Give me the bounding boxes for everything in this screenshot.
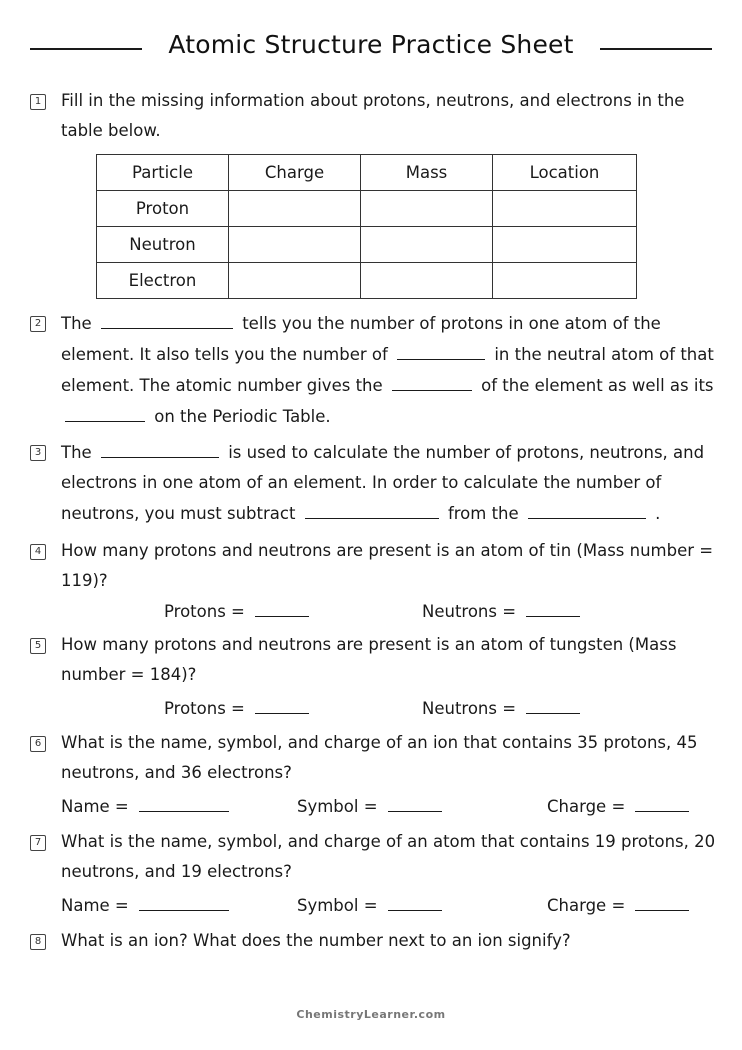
protons-answer xyxy=(164,693,313,721)
text-segment: The xyxy=(61,314,92,333)
protons-answer xyxy=(164,596,313,624)
question-7 xyxy=(30,827,720,887)
table-cell-blank[interactable] xyxy=(229,191,361,227)
question-number: 8 xyxy=(30,934,46,950)
table-cell-blank[interactable] xyxy=(361,227,493,263)
charge-answer xyxy=(547,791,693,819)
question-number: 3 xyxy=(30,445,46,461)
footer-brand: ChemistryLearner.com xyxy=(296,1008,446,1021)
answer-blank[interactable] xyxy=(392,370,472,391)
table-cell-blank[interactable] xyxy=(229,227,361,263)
charge-label: Charge = xyxy=(547,797,626,816)
symbol-answer xyxy=(297,890,446,918)
table-cell-blank[interactable] xyxy=(361,263,493,299)
charge-answer xyxy=(547,890,693,918)
table-header: Mass xyxy=(361,155,493,191)
question-number: 6 xyxy=(30,736,46,752)
text-segment: of the element as well as its xyxy=(481,376,714,395)
text-segment: is used to calculate the number of protons, neutrons, and electrons in one atom of an element. In order to calculate the number of neutrons, you must subtract xyxy=(61,443,705,523)
question-5 xyxy=(30,630,720,690)
protons-label: Protons = xyxy=(164,602,245,621)
answer-blank[interactable] xyxy=(65,401,145,422)
symbol-label: Symbol = xyxy=(297,896,378,915)
answer-blank[interactable] xyxy=(528,498,646,519)
name-label: Name = xyxy=(61,797,129,816)
question-1 xyxy=(30,86,720,146)
question-text: What is the name, symbol, and charge of an ion that contains 35 protons, 45 neutrons, and 36 electrons? xyxy=(61,733,698,782)
table-header: Location xyxy=(493,155,637,191)
table-header-row xyxy=(97,155,637,191)
question-text: Fill in the missing information about protons, neutrons, and electrons in the table below. xyxy=(61,91,685,140)
table-cell-blank[interactable] xyxy=(493,263,637,299)
text-segment: tells you the number of protons in one atom of the element. It also tells you the number of xyxy=(61,314,661,364)
table-row xyxy=(97,191,637,227)
question-8 xyxy=(30,926,720,956)
question-text xyxy=(61,437,720,529)
symbol-blank[interactable] xyxy=(388,791,442,812)
table-cell-particle: Electron xyxy=(97,263,229,299)
name-blank[interactable] xyxy=(139,791,229,812)
text-segment: on the Periodic Table. xyxy=(154,407,331,426)
title-rule-right xyxy=(600,48,712,50)
answer-blank[interactable] xyxy=(397,339,485,360)
title-row xyxy=(30,28,712,68)
text-segment: The xyxy=(61,443,92,462)
particle-table xyxy=(96,154,637,299)
question-text: How many protons and neutrons are present is an atom of tin (Mass number = 119)? xyxy=(61,541,714,590)
charge-blank[interactable] xyxy=(635,791,689,812)
protons-blank[interactable] xyxy=(255,693,309,714)
charge-blank[interactable] xyxy=(635,890,689,911)
question-2 xyxy=(30,308,720,432)
table-header: Particle xyxy=(97,155,229,191)
question-4 xyxy=(30,536,720,596)
name-answer xyxy=(61,890,233,918)
question-number: 2 xyxy=(30,316,46,332)
neutrons-blank[interactable] xyxy=(526,693,580,714)
question-number: 1 xyxy=(30,94,46,110)
question-number: 4 xyxy=(30,544,46,560)
text-segment: . xyxy=(655,504,661,523)
text-segment: in the neutral atom of that element. The atomic number gives the xyxy=(61,345,714,395)
neutrons-label: Neutrons = xyxy=(422,602,517,621)
neutrons-blank[interactable] xyxy=(526,596,580,617)
name-label: Name = xyxy=(61,896,129,915)
table-cell-particle: Neutron xyxy=(97,227,229,263)
answer-blank[interactable] xyxy=(101,308,233,329)
question-text: What is an ion? What does the number next to an ion signify? xyxy=(61,931,571,950)
protons-label: Protons = xyxy=(164,699,245,718)
table-cell-particle: Proton xyxy=(97,191,229,227)
question-number: 5 xyxy=(30,638,46,654)
answer-blank[interactable] xyxy=(101,437,219,458)
question-number: 7 xyxy=(30,835,46,851)
text-segment: from the xyxy=(447,504,519,523)
question-text xyxy=(61,308,720,432)
table-cell-blank[interactable] xyxy=(493,227,637,263)
question-text: How many protons and neutrons are present is an atom of tungsten (Mass number = 184)? xyxy=(61,635,677,684)
symbol-blank[interactable] xyxy=(388,890,442,911)
protons-blank[interactable] xyxy=(255,596,309,617)
table-row xyxy=(97,227,637,263)
table-cell-blank[interactable] xyxy=(361,191,493,227)
question-6 xyxy=(30,728,720,788)
symbol-label: Symbol = xyxy=(297,797,378,816)
question-text: What is the name, symbol, and charge of an atom that contains 19 protons, 20 neutrons, and 19 electrons? xyxy=(61,832,716,881)
table-cell-blank[interactable] xyxy=(229,263,361,299)
name-blank[interactable] xyxy=(139,890,229,911)
name-answer xyxy=(61,791,233,819)
table-header: Charge xyxy=(229,155,361,191)
table-row xyxy=(97,263,637,299)
page-title: Atomic Structure Practice Sheet xyxy=(168,30,574,59)
neutrons-answer xyxy=(422,596,584,624)
answer-blank[interactable] xyxy=(305,498,439,519)
table-cell-blank[interactable] xyxy=(493,191,637,227)
neutrons-label: Neutrons = xyxy=(422,699,517,718)
question-3 xyxy=(30,437,720,529)
symbol-answer xyxy=(297,791,446,819)
charge-label: Charge = xyxy=(547,896,626,915)
neutrons-answer xyxy=(422,693,584,721)
